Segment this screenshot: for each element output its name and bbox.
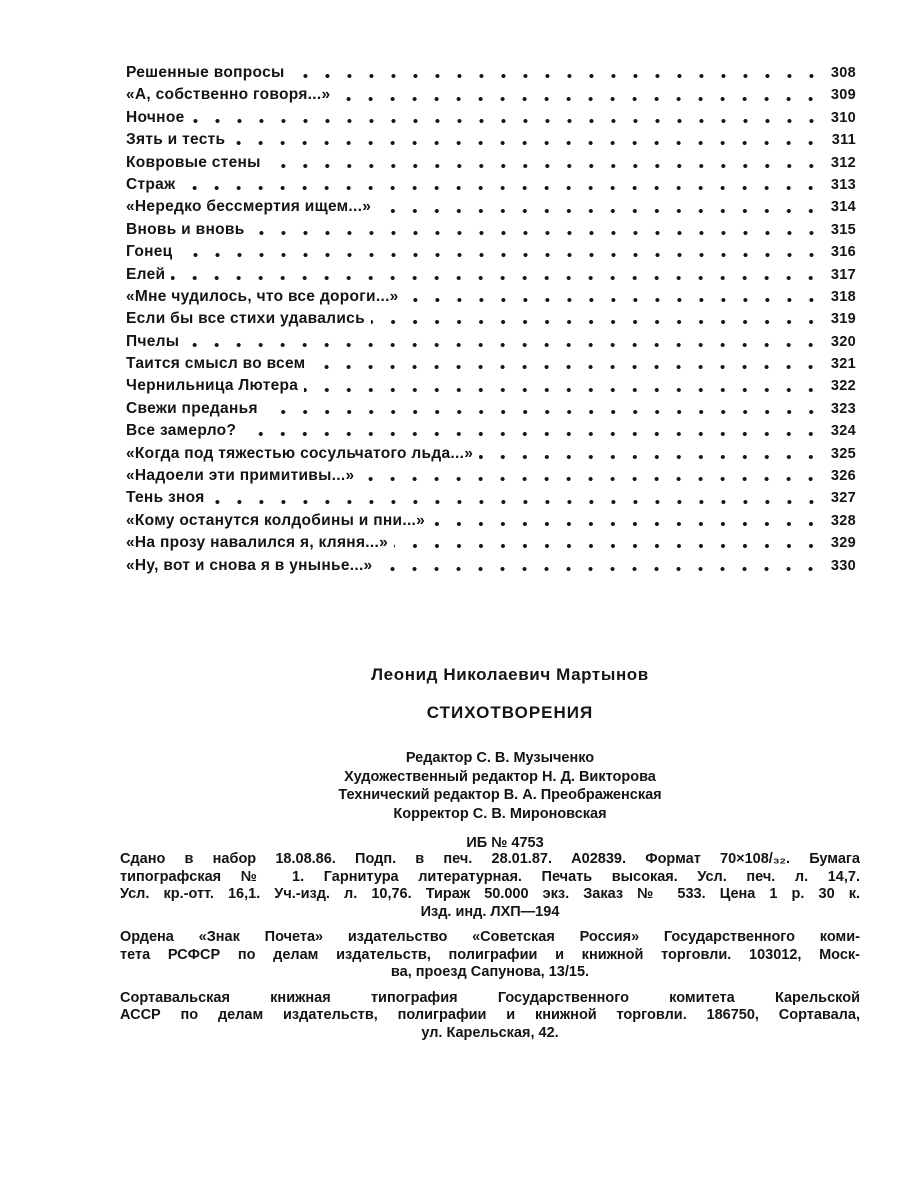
- imprint: [120, 665, 860, 1042]
- dot-leader: [231, 138, 822, 148]
- toc-entry: [126, 420, 856, 442]
- toc-entry: [126, 174, 856, 196]
- book-title: СТИХОТВОРЕНИЯ: [426, 703, 594, 722]
- printer-line-last: ул. Карельская, 42.: [421, 1024, 559, 1041]
- toc-entry-page: 310: [830, 109, 856, 126]
- toc-entry-title: Ночное: [126, 108, 185, 126]
- tech-editor-credit: Технический редактор В. А. Преображенская: [338, 787, 662, 803]
- print-details: [120, 851, 860, 921]
- toc-entry-title: Таится смысл во всем: [126, 355, 306, 373]
- toc-entry: [126, 308, 856, 330]
- toc-entry-page: 329: [830, 535, 856, 552]
- publisher-line: Ордена «Знак Почета» издательство «Советская Россия» Государственного коми-: [120, 929, 860, 945]
- toc-entry-page: 311: [831, 132, 856, 149]
- toc-entry-page: 320: [830, 333, 856, 350]
- publisher-line-last: ва, проезд Сапунова, 13/15.: [390, 964, 590, 980]
- toc-entry: [126, 241, 856, 263]
- dot-leader: [191, 116, 822, 126]
- toc-entry-page: 317: [830, 266, 856, 283]
- dot-leader: [242, 429, 822, 439]
- toc-entry-page: 316: [830, 244, 856, 261]
- toc-entry: [126, 375, 856, 397]
- toc-entry-title: Если бы все стихи удавались: [126, 310, 365, 328]
- toc-entry-page: 330: [830, 557, 856, 574]
- toc-entry-title: «Кому останутся колдобины и пни...»: [126, 511, 426, 529]
- editor-credit: Редактор С. В. Музыченко: [405, 750, 595, 766]
- toc-entry-page: 324: [830, 423, 856, 440]
- dot-leader: [181, 183, 822, 193]
- printer-line: Сортавальская книжная типография Государственного комитета Карельской: [120, 989, 860, 1006]
- toc-entry: [126, 84, 856, 106]
- dot-leader: [267, 161, 822, 171]
- print-line: Сдано в набор 18.08.86. Подп. в печ. 28.01.87. А02839. Формат 70×108/₃₂. Бумага: [120, 851, 860, 867]
- dot-leader: [251, 228, 822, 238]
- staff-credits: [140, 749, 860, 823]
- toc-entry-title: «Мне чудилось, что все дороги...»: [126, 287, 399, 305]
- toc-entry-page: 328: [830, 512, 856, 529]
- dot-leader: [394, 541, 822, 551]
- toc-entry: [126, 398, 856, 420]
- toc-entry: [126, 487, 856, 509]
- toc-entry: [126, 510, 856, 532]
- print-line: типографская № 1. Гарнитура литературная. Печать высокая. Усл. печ. л. 14,7.: [120, 868, 860, 885]
- toc-entry-title: Решенные вопросы: [126, 64, 285, 81]
- toc-entry-title: «Надоели эти примитивы...»: [126, 467, 355, 485]
- toc-entry: [126, 107, 856, 129]
- dot-leader: [211, 497, 822, 507]
- dot-leader: [431, 519, 822, 529]
- toc-entry: [126, 196, 856, 218]
- publisher-line: тета РСФСР по делам издательств, полиграфии и книжной торговли. 103012, Моск-: [120, 946, 860, 963]
- toc-entry-page: 319: [830, 311, 856, 328]
- toc-entry-page: 326: [830, 468, 856, 485]
- art-editor-credit: Художественный редактор Н. Д. Викторова: [344, 768, 656, 785]
- toc-entry-title: Ковровые стены: [126, 153, 261, 171]
- toc-entry-title: Вновь и вновь: [126, 220, 245, 238]
- dot-leader: [336, 94, 822, 104]
- dot-leader: [179, 250, 823, 260]
- print-line: Усл. кр.-отт. 16,1. Уч.-изд. л. 10,76. Тираж 50.000 экз. Заказ № 533. Цена 1 р. 30 к.: [120, 886, 860, 902]
- proofreader-credit: Корректор С. В. Мироновская: [393, 805, 607, 822]
- toc-entry-title: «Когда под тяжестью сосульчатого льда...»: [126, 444, 474, 462]
- dot-leader: [371, 317, 822, 327]
- toc-entry: [126, 62, 856, 84]
- toc-entry: [126, 129, 856, 151]
- toc-entry: [126, 353, 856, 375]
- toc-entry-title: Свежи преданья: [126, 399, 258, 417]
- toc-entry-title: Чернильница Лютера: [126, 377, 299, 395]
- ib-number: ИБ № 4753: [466, 835, 544, 851]
- toc-entry-title: Зять и тесть: [126, 131, 226, 149]
- dot-leader: [377, 206, 822, 216]
- toc-entry: [126, 443, 856, 465]
- toc-entry: [126, 264, 856, 286]
- toc-entry: [126, 286, 856, 308]
- toc-entry-page: 315: [830, 221, 856, 238]
- dot-leader: [479, 452, 822, 462]
- toc-entry-page: 309: [830, 87, 856, 104]
- toc-entry-page: 314: [830, 199, 856, 216]
- toc-entry-title: Тень зноя: [126, 489, 205, 507]
- toc-entry: [126, 331, 856, 353]
- toc-entry-page: 308: [830, 65, 856, 81]
- toc-entry-page: 321: [830, 356, 856, 373]
- toc-entry-title: «Нередко бессмертия ищем...»: [126, 198, 372, 216]
- toc-entry: [126, 152, 856, 174]
- printer-details: [120, 990, 860, 1043]
- dot-leader: [171, 273, 822, 283]
- table-of-contents: [126, 62, 856, 577]
- toc-entry-title: «А, собственно говоря...»: [126, 86, 331, 104]
- dot-leader: [405, 295, 822, 305]
- dot-leader: [378, 564, 822, 574]
- author-name: Леонид Николаевич Мартынов: [371, 665, 649, 684]
- toc-entry-page: 322: [830, 378, 856, 395]
- toc-entry-page: 323: [830, 400, 856, 417]
- toc-entry: [126, 465, 856, 487]
- toc-entry-title: Гонец: [126, 243, 173, 261]
- toc-entry: [126, 532, 856, 554]
- dot-leader: [291, 71, 822, 81]
- printer-line: АССР по делам издательств, полиграфии и книжной торговли. 186750, Сортавала,: [120, 1007, 860, 1023]
- toc-entry: [126, 219, 856, 241]
- dot-leader: [264, 407, 822, 417]
- dot-leader: [360, 474, 822, 484]
- publisher-details: [120, 929, 860, 982]
- toc-entry-title: Елей: [126, 265, 166, 283]
- toc-entry-title: «На прозу навалился я, кляня...»: [126, 534, 389, 552]
- toc-entry-title: Пчелы: [126, 332, 180, 350]
- toc-entry-page: 312: [830, 154, 856, 171]
- dot-leader: [311, 362, 822, 372]
- toc-entry-title: Страж: [126, 175, 176, 193]
- toc-entry-title: Все замерло?: [126, 422, 237, 440]
- print-line-last: Изд. инд. ЛХП—194: [420, 903, 560, 920]
- toc-entry-page: 318: [830, 288, 856, 305]
- dot-leader: [185, 340, 822, 350]
- dot-leader: [304, 385, 822, 395]
- toc-entry: [126, 555, 856, 577]
- toc-entry-page: 313: [830, 176, 856, 193]
- toc-entry-page: 327: [830, 490, 856, 507]
- toc-entry-page: 325: [830, 445, 856, 462]
- toc-entry-title: «Ну, вот и снова я в унынье...»: [126, 556, 373, 574]
